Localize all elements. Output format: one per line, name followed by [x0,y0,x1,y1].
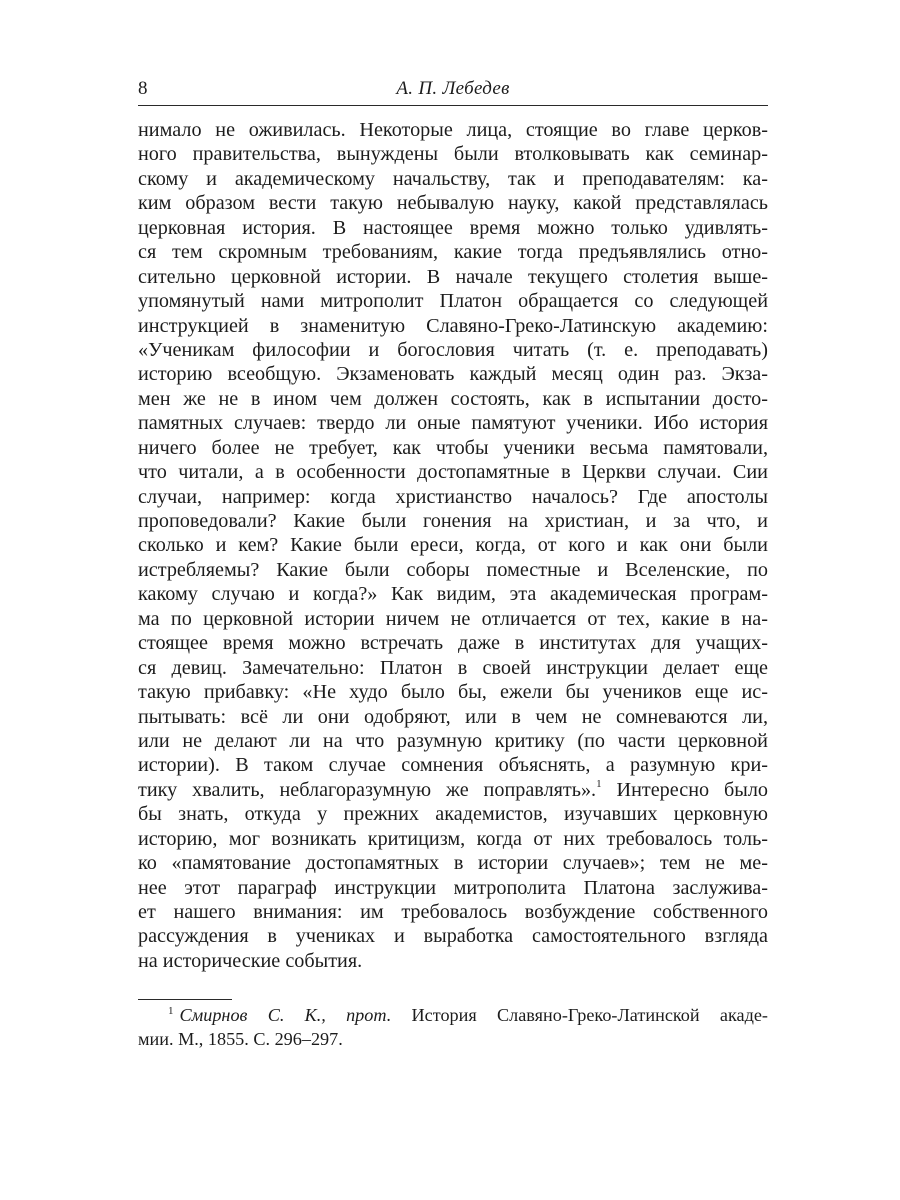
text-line: пытывать: всё ли они одобряют, или в чем не сомневаются ли, [138,705,768,728]
text-line: ким образом вести такую небывалую науку, какой представлялась [138,192,768,215]
footnotes [138,1003,768,1051]
text-line: истории). В таком случае сомнения объяснять, а разумную кри- [138,754,768,777]
text-line: истребляемы? Какие были соборы поместные и Вселенские, по [138,558,768,581]
text-line: на исторические события. [138,949,363,972]
text-line: историю, мог возникать критицизм, когда от них требовалось толь- [138,827,768,850]
text-line: ного правительства, вынуждены были втолковывать как семинар- [138,143,768,166]
text-line: ся девиц. Замечательно: Платон в своей инструкции делает еще [138,656,768,679]
text-line: мен же не в ином чем должен состоять, как в испытании досто- [138,387,768,410]
text-line: сительно церковной истории. В начале текущего столетия выше- [138,265,768,288]
text-fragment: Интересно было [616,778,768,801]
text-line-with-footnote-ref [138,778,768,802]
text-line: какому случаю и когда?» Как видим, эта академическая програм- [138,583,768,606]
text-line: нее этот параграф инструкции митрополита Платона заслужива- [138,876,768,899]
running-title: А. П. Лебедев [396,78,510,99]
text-line: ма по церковной истории ничем не отличается от тех, какие в на- [138,607,768,630]
text-line: инструкцией в знаменитую Славяно-Греко-Латинскую академию: [138,314,768,337]
text-line: рассуждения в учениках и выработка самостоятельного взгляда [138,925,768,948]
text-line: ко «памятование достопамятных в истории случаев»; тем не ме- [138,852,768,875]
text-line: упомянутый нами митрополит Платон обращается со следующей [138,290,768,313]
text-line: что читали, а в особенности достопамятные в Церкви случаи. Сии [138,461,768,484]
footnote-line [138,1003,768,1027]
footnote-reference[interactable]: 1 [596,778,602,791]
text-line: сколько и кем? Какие были ереси, когда, от кого и как они были [138,534,768,557]
text-line: стоящее время можно встречать даже в институтах для учащих- [138,632,768,655]
footnote-author: Смирнов С. К., прот. [179,1005,392,1026]
text-line: ничего более не требует, как чтобы ученики весьма памятовали, [138,436,768,459]
text-line: ет нашего внимания: им требовалось возбуждение собственного [138,901,768,923]
text-line: скому и академическому начальству, так и преподавателям: ка- [138,167,768,190]
text-line: памятных случаев: твердо ли оные памятуют ученики. Ибо история [138,412,768,435]
page-number: 8 [138,78,148,99]
body-text [138,118,768,973]
book-page [138,74,768,1051]
running-head [138,74,768,104]
text-fragment: тику хвалить, неблагоразумную же поправлять». [138,778,597,801]
text-line: ся тем скромным требованиям, какие тогда предъявлялись отно- [138,241,768,264]
footnote-rule [138,999,232,1000]
text-line: историю всеобщую. Экзаменовать каждый месяц один раз. Экза- [138,363,768,386]
text-line: церковная история. В настоящее время можно только удивлять- [138,216,768,239]
text-line: «Ученикам философии и богословия читать (т. е. преподавать) [138,338,768,361]
text-line: бы знать, откуда у прежних академистов, изучавших церковную [138,803,768,826]
text-line: случаи, например: когда христианство началось? Где апостолы [138,485,768,508]
text-line: такую прибавку: «Не худо было бы, ежели бы учеников еще ис- [138,681,768,704]
text-line: или не делают ли на что разумную критику (по части церковной [138,729,768,752]
footnote-marker: 1 [168,1005,174,1018]
text-line: нимало не оживилась. Некоторые лица, стоящие во главе церков- [138,119,768,141]
footnote-text: История Славяно-Греко-Латинской акаде- [411,1005,768,1026]
footnote-line: мии. М., 1855. С. 296–297. [138,1029,343,1050]
text-line: проповедовали? Какие были гонения на христиан, и за что, и [138,510,768,532]
header-rule [138,105,768,106]
